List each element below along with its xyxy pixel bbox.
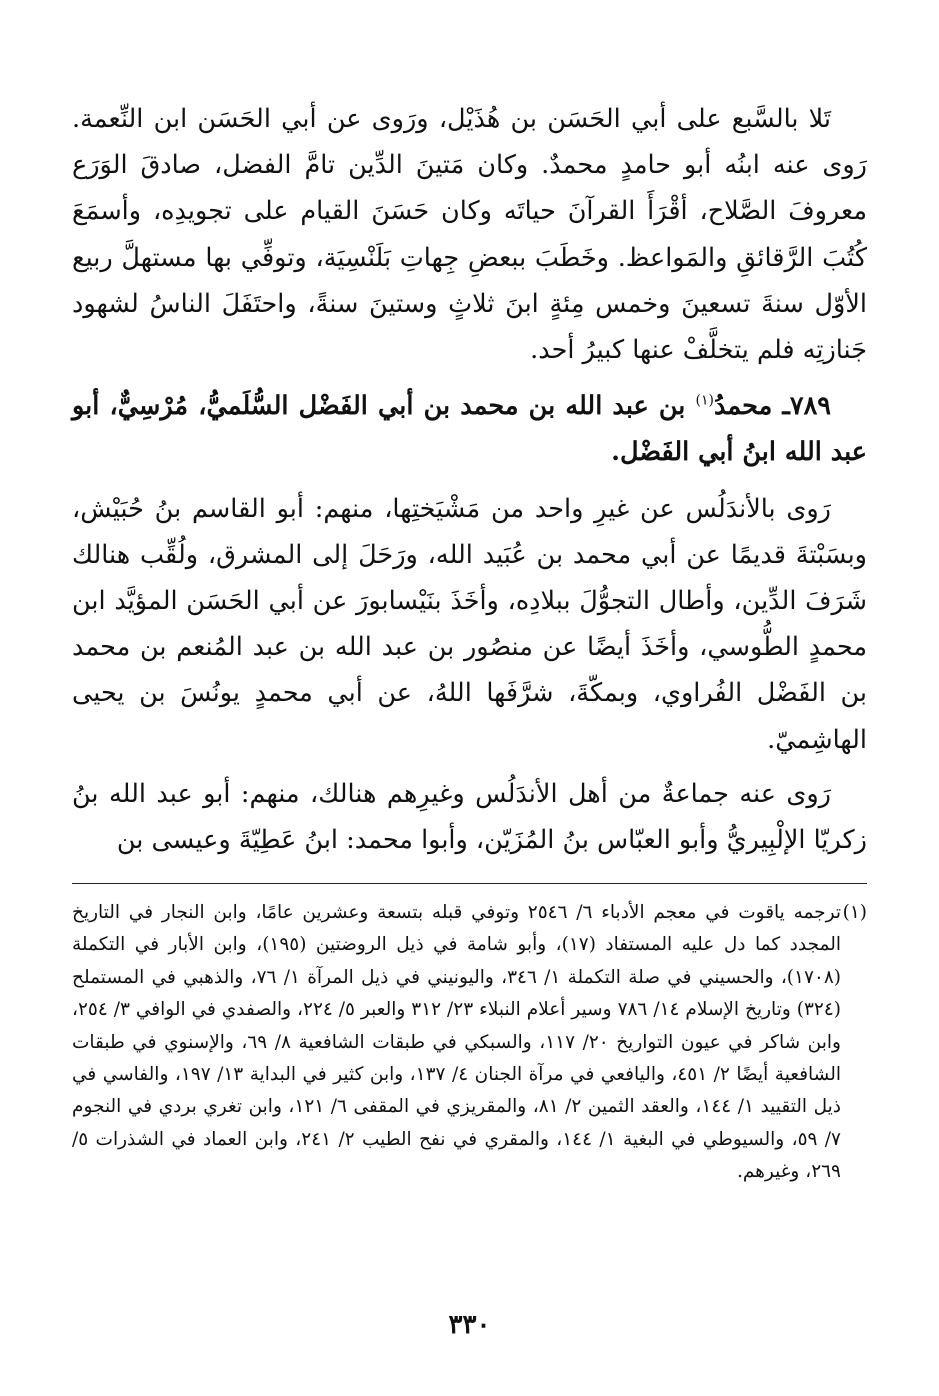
paragraph-1: تَلا بالسَّبع على أبي الحَسَن بن هُذَيْل، ورَوى عن أبي الحَسَن ابن النِّعمة. رَوى عنه ابنُه أبو حامدٍ محمدٌ. وكان مَتينَ الدِّين تامَّ الفضل، صادقَ الوَرَع معروفَ الصَّلاح، أقْرَأَ القرآنَ حياتَه وكان حَسَنَ القيام على تجويدِه، وأسمَعَ كُتُبَ الرَّقائقِ والمَواعظ. وخَطَبَ ببعضِ جِهاتِ بَلَنْسِيَة، وتوفِّي بها مستهلَّ ربيع الأوّل سنةَ تسعينَ وخمس مِئةٍ ابنَ ثلاثٍ وستينَ سنةً، واحتَفَلَ الناسُ لشهود جَنازتِه فلم يتخلَّفْ عنها كبيرُ أحد. [72,104,867,366]
footnote-reference: (١) [695,392,715,409]
biography-entry-heading [72,383,867,475]
paragraph-3: رَوى عنه جماعةٌ من أهل الأندَلُس وغيرِهم هنالك، منهم: أبو عبد الله بنُ زكريّا الإلْبِيريُّ وأبو العبّاس بنُ المُزَيّن، وأبوا محمد: ابنُ عَطِيّةَ وعيسى بن [72,778,867,856]
page-number: ٣٣٠ [448,1310,491,1340]
entry-lineage: بن عبد الله بن محمد بن أبي الفَضْل السُّلَميُّ، مُرْسِيٌّ، أبو عبد الله ابنُ أبي الفَضْل. [72,391,867,468]
main-text [72,96,867,863]
footnote-1 [72,897,867,1189]
footnote-text: ترجمه ياقوت في معجم الأدباء ٦/ ٢٥٤٦ وتوفي قبله بتسعة وعشرين عامًا، وابن النجار في التاريخ المجدد كما دل عليه المستفاد (١٧)، وأبو شامة في ذيل الروضتين (١٩٥)، وابن الأبار في التكملة (١٧٠٨)، والحسيني في صلة التكملة ١/ ٣٤٦، واليونيني في ذيل المرآة ١/ ٧٦، والذهبي في المستملح (٣٢٤) وتاريخ الإسلام ١٤/ ٧٨٦ وسير أعلام النبلاء ٢٣/ ٣١٢ والعبر ٥/ ٢٢٤، والصفدي في الوافي ٣/ ٢٥٤، وابن شاكر في عيون التواريخ ٢٠/ ١١٧، والسبكي في طبقات الشافعية ٨/ ٦٩، والإسنوي في طبقات الشافعية أيضًا ٢/ ٤٥١، واليافعي في مرآة الجنان ٤/ ١٣٧، وابن كثير في البداية ١٣/ ١٩٧، والفاسي في ذيل التقييد ١/ ١٤٤، والعقد الثمين ٢/ ٨١، والمقريزي في المقفى ٦/ ١٢١، وابن تغري بردي في النجوم ٧/ ٥٩، والسيوطي في البغية ١/ ١٤٤، والمقري في نفح الطيب ٢/ ٢٤١، وابن العماد في الشذرات ٥/ ٢٦٩، وغيرهم. [72,902,841,1183]
paragraph-2: رَوى بالأندَلُس عن غيرِ واحد من مَشْيَختِها، منهم: أبو القاسم بنُ حُبَيْش، وبسَبْتةَ قديمًا عن أبي محمد بن عُبَيد الله، ورَحَلَ إلى المشرق، ولُقِّب هنالك شَرَفَ الدِّين، وأطال التجوُّلَ ببلادِه، وأخَذَ بنَيْسابورَ عن أبي الحَسَن المؤيَّد ابن محمدٍ الطُّوسي، وأخَذَ أيضًا عن منصُور بن عبد الله بن عبد المُنعم بن محمد بن الفَضْل الفُراوي، وبمكّةَ، شرَّفَها اللهُ، عن أبي محمدٍ يونُسَ بن يحيى الهاشِميّ. [72,493,867,755]
footnote-divider [72,883,867,884]
entry-number-name: ٧٨٩ـ محمدُ [714,391,831,422]
footnote-mark: (١) [842,902,867,923]
footnotes [72,897,867,1189]
